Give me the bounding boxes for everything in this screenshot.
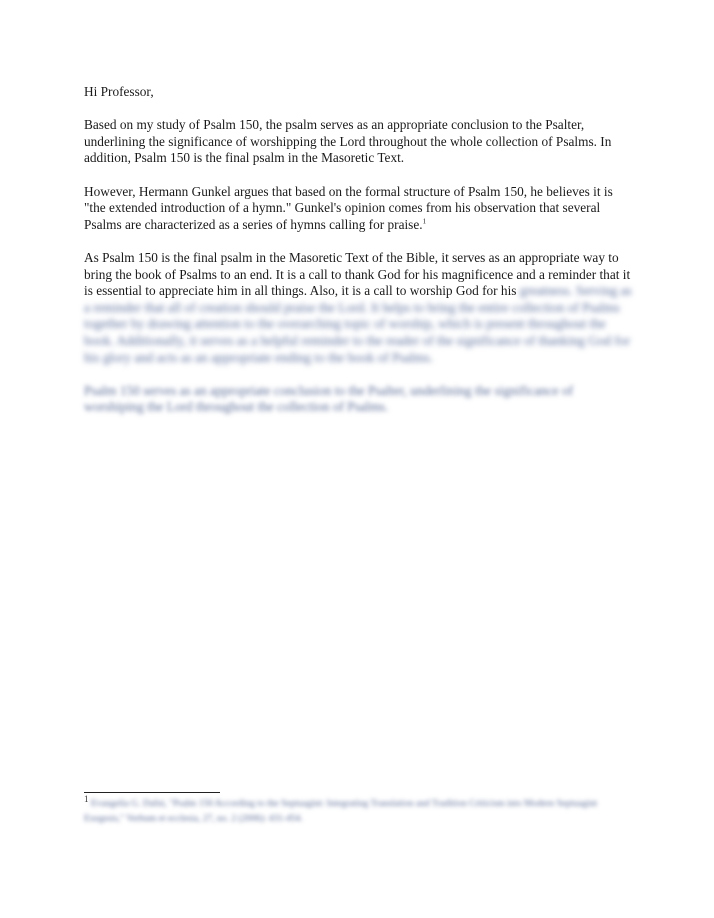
paragraph-4-blurred: Psalm 150 serves as an appropriate conclusion to the Psalter, underlining the significance of worshiping the Lord throughout the collection of Psalms. [84, 382, 574, 415]
paragraph-3 [84, 250, 636, 366]
footnote [84, 793, 636, 827]
paragraph-2 [84, 184, 636, 234]
paragraph-2-text: However, Hermann Gunkel argues that based on the formal structure of Psalm 150, he believes it is "the extended introduction of a hymn." Gunkel's opinion comes from his observation that several Psalms are characterized as a series of hymns calling for praise. [84, 183, 613, 232]
paragraph-3-blurred-text: greatness. Serving as a reminder that all of creation should praise the Lord. It helps to bring the entire collection of Psalms together by drawing attention to the overarching topic of worship, which is present throughout the book. Additionally, it serves as a helpful reminder to the reader of the significance of thanking God for his glory and acts as an appropriate ending to the book of Psalms. [84, 283, 632, 365]
paragraph-1: Based on my study of Psalm 150, the psalm serves as an appropriate conclusion to the Psalter, underlining the significance of worshipping the Lord throughout the whole collection of Psalms. In addition, Psalm 150 is the final psalm in the Masoretic Text. [84, 117, 612, 166]
footnote-text: Evangelia G. Dafni, "Psalm 150 According to the Septuagint: Integrating Translation and Tradition Criticism into Modern Septuagint Exegesis," Verbum et ecclesia, 27, no. 2 (2006): 431-454. [84, 799, 598, 824]
footnote-reference: 1 [422, 217, 427, 226]
greeting-line: Hi Professor, [84, 84, 154, 99]
paragraph-3-visible-text: As Psalm 150 is the final psalm in the Masoretic Text of the Bible, it serves as an appropriate way to bring the book of Psalms to an end. It is a call to thank God for his magnificence and a reminder that it is essential to appreciate him in all things. Also, it is a call to worship God for his [84, 249, 631, 299]
footnote-divider [84, 792, 220, 793]
footnote-number: 1 [84, 793, 89, 804]
document-body [84, 84, 636, 432]
